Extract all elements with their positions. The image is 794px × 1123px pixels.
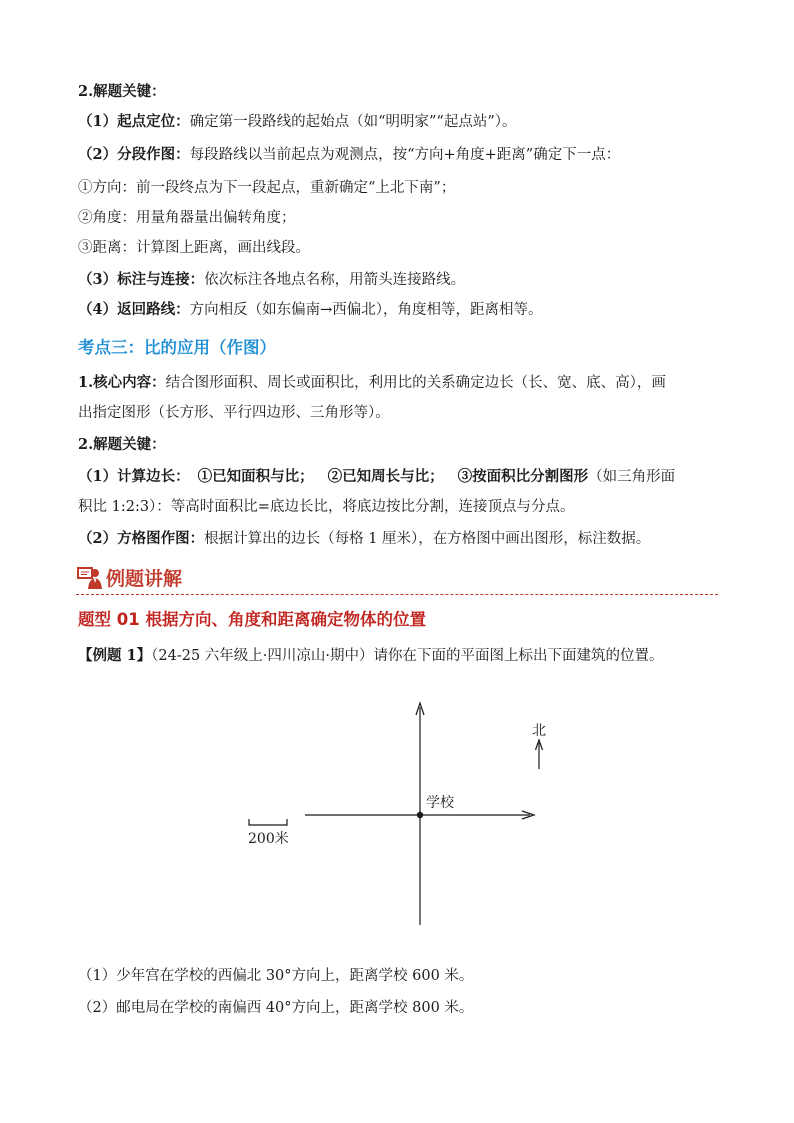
kaodian3-title: 考点三：比的应用（作图） <box>78 338 276 357</box>
s2-sub-3: ③距离：计算图上距离，画出线段。 <box>78 240 310 256</box>
school-point <box>417 812 423 818</box>
k3-core-label: 1.核心内容： <box>78 374 166 391</box>
scale-bar <box>249 819 287 825</box>
s2-item-2-label: （2）分段作图： <box>78 146 190 163</box>
example1-line <box>78 646 664 666</box>
s2-sub-2: ②角度：用量角器量出偏转角度； <box>78 210 296 226</box>
s2-item-1 <box>78 112 517 132</box>
k3-core-line2: 出指定图形（长方形、平行四边形、三角形等）。 <box>78 405 390 421</box>
k3-calc-part-2: ②已知周长与比； <box>327 468 444 485</box>
type01-title: 题型 01 根据方向、角度和距离确定物体的位置 <box>78 610 426 629</box>
s2-sub-1: ①方向：前一段终点为下一段起点，重新确定“上北下南”； <box>78 180 456 196</box>
north-label: 北 <box>532 723 546 739</box>
question-2: （2）邮电局在学校的南偏西 40°方向上，距离学校 800 米。 <box>78 1000 474 1016</box>
k3-calc-tail: （如三角形面 <box>588 469 676 485</box>
k3-grid-text: 根据计算出的边长（每格 1 厘米），在方格图中画出图形，标注数据。 <box>204 531 651 547</box>
k3-calc-line1 <box>78 467 675 487</box>
section2-heading: 2.解题关键： <box>78 83 166 100</box>
s2-item-2 <box>78 145 620 165</box>
k3-core-text-1: 结合图形面积、周长或面积比，利用比的关系确定边长（长、宽、底、高），画 <box>165 375 666 391</box>
k3-calc-part-1: ①已知面积与比； <box>197 468 314 485</box>
k3-grid-line <box>78 529 650 549</box>
banner-title: 例题讲解 <box>106 567 183 590</box>
k3-key-heading: 2.解题关键： <box>78 436 166 453</box>
s2-item-3 <box>78 270 465 290</box>
s2-item-1-text: 确定第一段路线的起始点（如“明明家”“起点站”）。 <box>189 114 517 130</box>
example1-text: （24-25 六年级上·四川凉山·期中）请你在下面的平面图上标出下面建筑的位置。 <box>151 648 664 664</box>
s2-item-1-label: （1）起点定位： <box>78 113 190 130</box>
k3-core-line1 <box>78 373 666 393</box>
s2-item-4-label: （4）返回路线： <box>78 301 190 318</box>
s2-item-3-label: （3）标注与连接： <box>78 271 205 288</box>
s2-item-4-text: 方向相反（如东偏南→西偏北），角度相等，距离相等。 <box>189 302 543 318</box>
example-banner <box>76 562 182 592</box>
scale-label: 200米 <box>248 831 289 847</box>
k3-calc-line2: 积比 1:2:3）：等高时面积比=底边长比，将底边按比分割，连接顶点与分点。 <box>78 499 575 515</box>
k3-calc-part-3: ③按面积比分割图形 <box>457 468 589 485</box>
k3-grid-label: （2）方格图作图： <box>78 530 205 547</box>
example1-label: 【例题 1】 <box>78 647 152 664</box>
direction-diagram <box>230 695 560 930</box>
s2-item-4 <box>78 300 543 320</box>
teacher-icon <box>76 564 102 590</box>
k3-calc-label: （1）计算边长： <box>78 468 190 485</box>
school-label: 学校 <box>426 795 454 811</box>
question-1: （1）少年宫在学校的西偏北 30°方向上，距离学校 600 米。 <box>78 968 474 984</box>
banner-divider <box>76 594 718 595</box>
s2-item-3-text: 依次标注各地点名称，用箭头连接路线。 <box>204 272 466 288</box>
s2-item-2-text: 每段路线以当前起点为观测点，按“方向+角度+距离”确定下一点： <box>189 147 621 163</box>
